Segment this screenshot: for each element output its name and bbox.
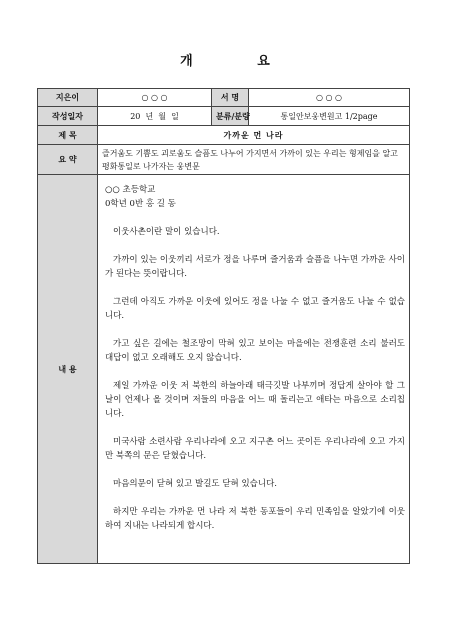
author-label: 지은이 [38, 89, 98, 107]
content-row [38, 175, 410, 564]
paragraph-3: 그런데 아직도 가까운 이웃에 있어도 정을 나눌 수 없고 즐거움도 나눌 수 없습니다. [105, 297, 405, 321]
paragraph-2: 가까이 있는 이웃끼리 서로가 정을 나루며 즐거움과 슬픔을 나누면 가까운 사이가 된다는 뜻이랍니다. [105, 255, 405, 279]
paragraph-7: 마음의문이 닫혀 있고 발길도 닫혀 있습니다. [113, 479, 278, 489]
subject-label: 제 목 [38, 126, 98, 145]
paragraph-4: 가고 싶은 길에는 철조망이 막혀 있고 보이는 마을에는 전쟁훈련 소리 불러도 대답이 없고 오래해도 오지 않습니다. [105, 339, 405, 363]
paragraph-6: 미국사람 소련사람 우리나라에 오고 지구촌 어느 곳이든 우리나라에 오고 가지만 북쪽의 문은 닫혔습니다. [105, 437, 405, 461]
student-line: 0학년 0반 홍 길 동 [105, 199, 176, 209]
content-body [98, 175, 410, 564]
summary-label: 요 약 [38, 145, 98, 175]
category-label: 분류/분량 [212, 107, 249, 126]
date-value: 20 년 월 일 [98, 107, 212, 126]
paragraph-1: 이웃사촌이란 말이 있습니다. [113, 227, 220, 237]
author-row [38, 89, 410, 107]
summary-row [38, 145, 410, 175]
content-label: 내 용 [38, 175, 98, 564]
summary-value: 즐거움도 기쁨도 괴로움도 슬픔도 나누어 가지면서 가까이 있는 우리는 형제임을 알고 평화통일로 나가자는 웅변문 [98, 145, 410, 175]
signature-label: 서 명 [212, 89, 249, 107]
summary-form-table [37, 88, 410, 564]
signature-value: ○ ○ ○ [249, 89, 410, 107]
paragraph-8: 하지만 우리는 가까운 먼 나라 저 북한 동포들이 우리 민족임을 알았기에 이웃하여 지내는 나라되게 합시다. [105, 507, 405, 531]
document-title: 개 요 [180, 54, 300, 69]
subject-row [38, 126, 410, 145]
paragraph-5: 제일 가까운 이웃 저 북한의 하늘아래 태극깃발 나부끼며 정답게 살아야 할 그 날이 언제나 올 것이며 저들의 마음을 어느 때 돌리는고 애타는 마음으로 소리칩니다. [105, 381, 405, 419]
subject-value: 가까운 먼 나라 [98, 126, 410, 145]
school-line: ○○ 초등학교 [105, 185, 156, 195]
category-value: 통일안보웅변원고 1/2page [249, 107, 410, 126]
date-row [38, 107, 410, 126]
author-value: ○ ○ ○ [98, 89, 212, 107]
date-label: 작성일자 [38, 107, 98, 126]
